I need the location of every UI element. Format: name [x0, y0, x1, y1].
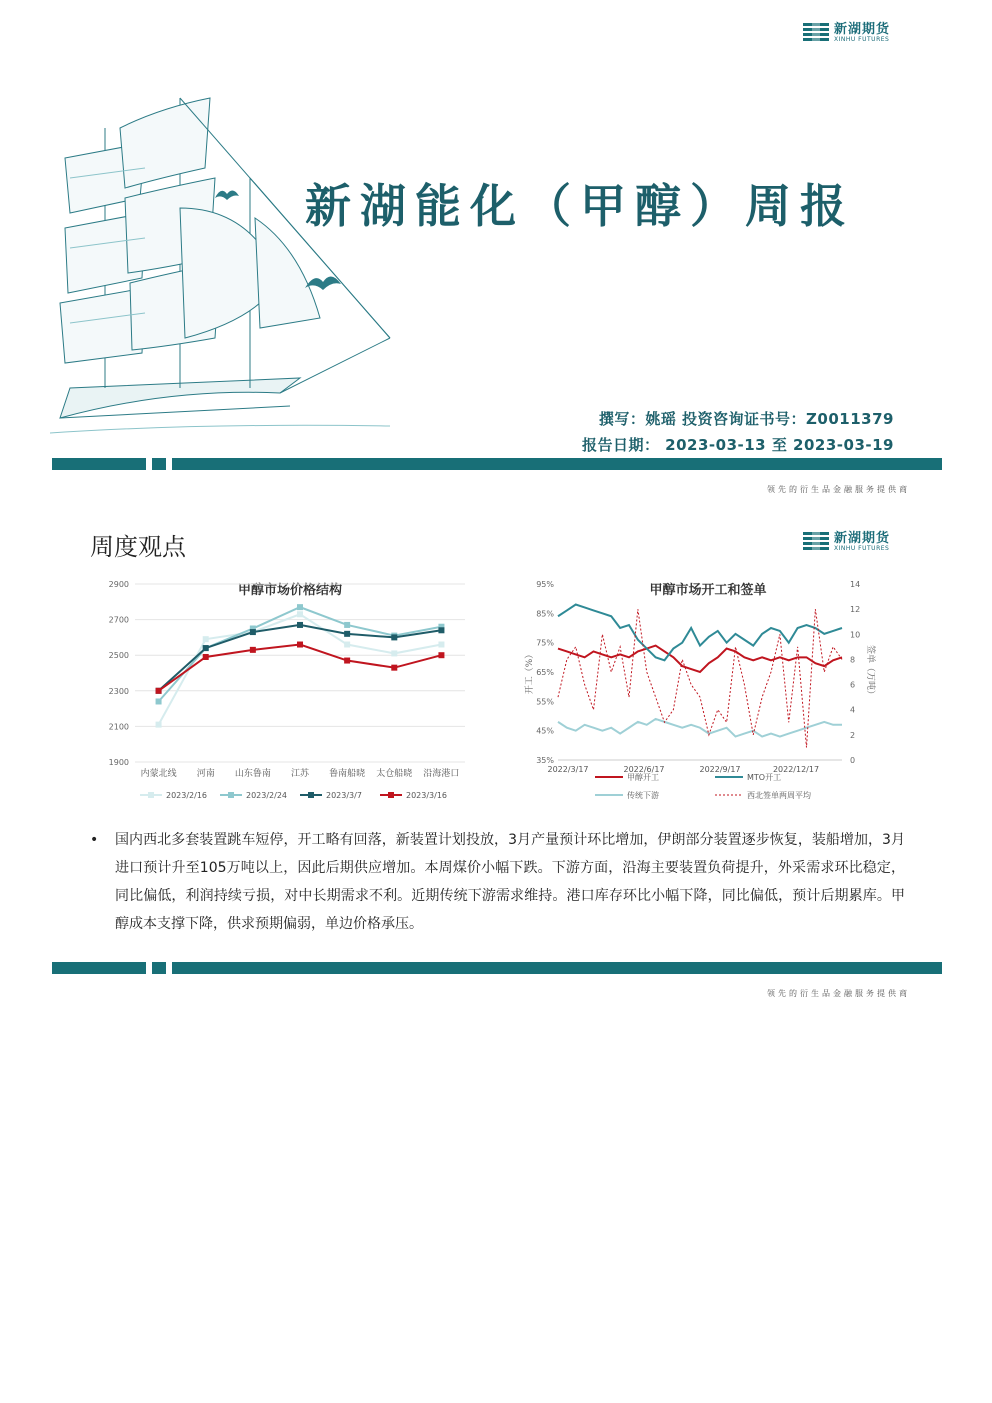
legend-marker	[308, 792, 314, 798]
legend-marker	[148, 792, 154, 798]
legend-label: MTO开工	[747, 773, 782, 782]
data-point	[297, 611, 303, 617]
data-point	[156, 688, 162, 694]
series-line	[159, 607, 442, 701]
x-tick-label: 河南	[196, 769, 215, 779]
legend-marker	[228, 792, 234, 798]
brand-mark-icon	[803, 22, 829, 44]
y-left-tick-label: 95%	[536, 580, 554, 589]
y-tick-label: 2500	[108, 651, 129, 661]
y-right-tick-label: 14	[850, 580, 861, 589]
brand-logo-section	[803, 531, 890, 553]
price-structure-chart	[95, 572, 475, 807]
data-point	[297, 604, 303, 610]
chart1-title: 甲醇市场价格结构	[237, 583, 343, 598]
data-point	[391, 634, 397, 640]
legend-label: 甲醇开工	[627, 773, 659, 782]
x-tick-label: 太仓船晓	[376, 769, 413, 779]
series-line	[558, 719, 842, 737]
bullet-icon: •	[90, 832, 99, 848]
brand-mark-icon	[803, 531, 829, 553]
sailing-ship-illustration	[50, 88, 410, 438]
brand-name-cn: 新湖期货	[834, 531, 891, 546]
y-right-tick-label: 6	[850, 680, 856, 690]
y-tick-label: 1900	[108, 758, 129, 767]
data-point	[391, 650, 397, 656]
y-right-tick-label: 12	[850, 605, 861, 615]
data-point	[344, 658, 350, 664]
author-line: 撰写：姚瑶 投资咨询证书号：Z0011379	[598, 410, 894, 428]
viewpoint-text: 国内西北多套装置跳车短停，开工略有回落，新装置计划投放，3月产量预计环比增加，伊朗部分装置逐步恢复，装船增加，3月进口预计升至105万吨以上，因此后期供应增加。本周煤价小幅下跌。下游方面，沿海主要装置负荷提升，外采需求环比稳定，同比偏低，利润持续亏损，对中长期需求不利。近期传统下游需求维持。港口库存环比小幅下降，同比偏低，预计后期累库。甲醇成本支撑下降，供求预期偏弱，单边价格承压。	[115, 832, 905, 932]
brand-name-cn: 新湖期货	[834, 22, 891, 37]
data-point	[438, 627, 444, 633]
section-title: 周度观点	[90, 533, 186, 561]
y-tick-label: 2300	[108, 686, 129, 696]
x-tick-label: 沿海港口	[423, 769, 460, 779]
y-tick-label: 2100	[108, 722, 129, 732]
brand-name-en: XINHU FUTURES	[834, 36, 890, 43]
y-left-axis-label: 开工（%）	[525, 649, 535, 695]
data-point	[297, 642, 303, 648]
x-tick-label: 山东鲁南	[234, 769, 271, 779]
y-right-tick-label: 0	[850, 756, 856, 765]
legend-label: 2023/2/24	[246, 791, 288, 800]
operating-rate-chart	[520, 572, 880, 807]
legend-label: 西北签单两周平均	[747, 791, 811, 800]
y-left-tick-label: 35%	[536, 756, 554, 765]
y-left-tick-label: 55%	[536, 697, 554, 707]
y-right-tick-label: 2	[850, 730, 856, 740]
legend-label: 2023/3/7	[326, 791, 362, 800]
x-tick-label: 2022/3/17	[547, 765, 589, 774]
y-left-tick-label: 75%	[536, 638, 554, 648]
y-right-tick-label: 10	[850, 630, 861, 640]
x-tick-label: 鲁南船晓	[329, 769, 366, 779]
data-point	[297, 622, 303, 628]
y-left-tick-label: 85%	[536, 609, 554, 619]
x-tick-label: 江苏	[290, 769, 310, 779]
x-tick-label: 2022/6/17	[623, 765, 665, 774]
y-tick-label: 2900	[108, 580, 129, 589]
x-tick-label: 2022/12/17	[772, 765, 820, 774]
legend-marker	[388, 792, 394, 798]
data-point	[438, 642, 444, 648]
legend-label: 2023/2/16	[166, 791, 208, 800]
brand-name-en: XINHU FUTURES	[834, 545, 890, 552]
data-point	[250, 647, 256, 653]
data-point	[438, 652, 444, 658]
x-tick-label: 2022/9/17	[699, 765, 741, 774]
legend-label: 传统下游	[627, 791, 659, 800]
brand-logo-top	[803, 22, 890, 44]
data-point	[203, 645, 209, 651]
legend-label: 2023/3/16	[406, 791, 448, 800]
slogan-bottom: 领先的衍生品金融服务提供商	[767, 989, 910, 998]
report-title: 新湖能化（甲醇）周报	[305, 179, 855, 233]
data-point	[203, 654, 209, 660]
report-date-line: 报告日期： 2023-03-13 至 2023-03-19	[581, 436, 894, 454]
viewpoint-item	[90, 826, 905, 938]
y-right-tick-label: 8	[850, 655, 856, 665]
data-point	[156, 722, 162, 728]
data-point	[344, 622, 350, 628]
y-right-axis-label: 签单（万吨）	[865, 644, 875, 700]
chart2-title: 甲醇市场开工和签单	[649, 583, 767, 598]
y-tick-label: 2700	[108, 615, 129, 625]
y-right-tick-label: 4	[850, 705, 856, 715]
data-point	[250, 629, 256, 635]
data-point	[344, 631, 350, 637]
data-point	[391, 665, 397, 671]
series-line	[159, 614, 442, 724]
divider-band-bottom	[52, 962, 942, 974]
data-point	[203, 636, 209, 642]
y-left-tick-label: 65%	[536, 668, 554, 677]
divider-band-top	[52, 458, 942, 470]
data-point	[344, 642, 350, 648]
viewpoint-list	[90, 826, 905, 938]
x-tick-label: 内蒙北线	[140, 769, 177, 779]
data-point	[156, 698, 162, 704]
slogan-top: 领先的衍生品金融服务提供商	[767, 485, 910, 494]
y-left-tick-label: 45%	[536, 726, 554, 736]
